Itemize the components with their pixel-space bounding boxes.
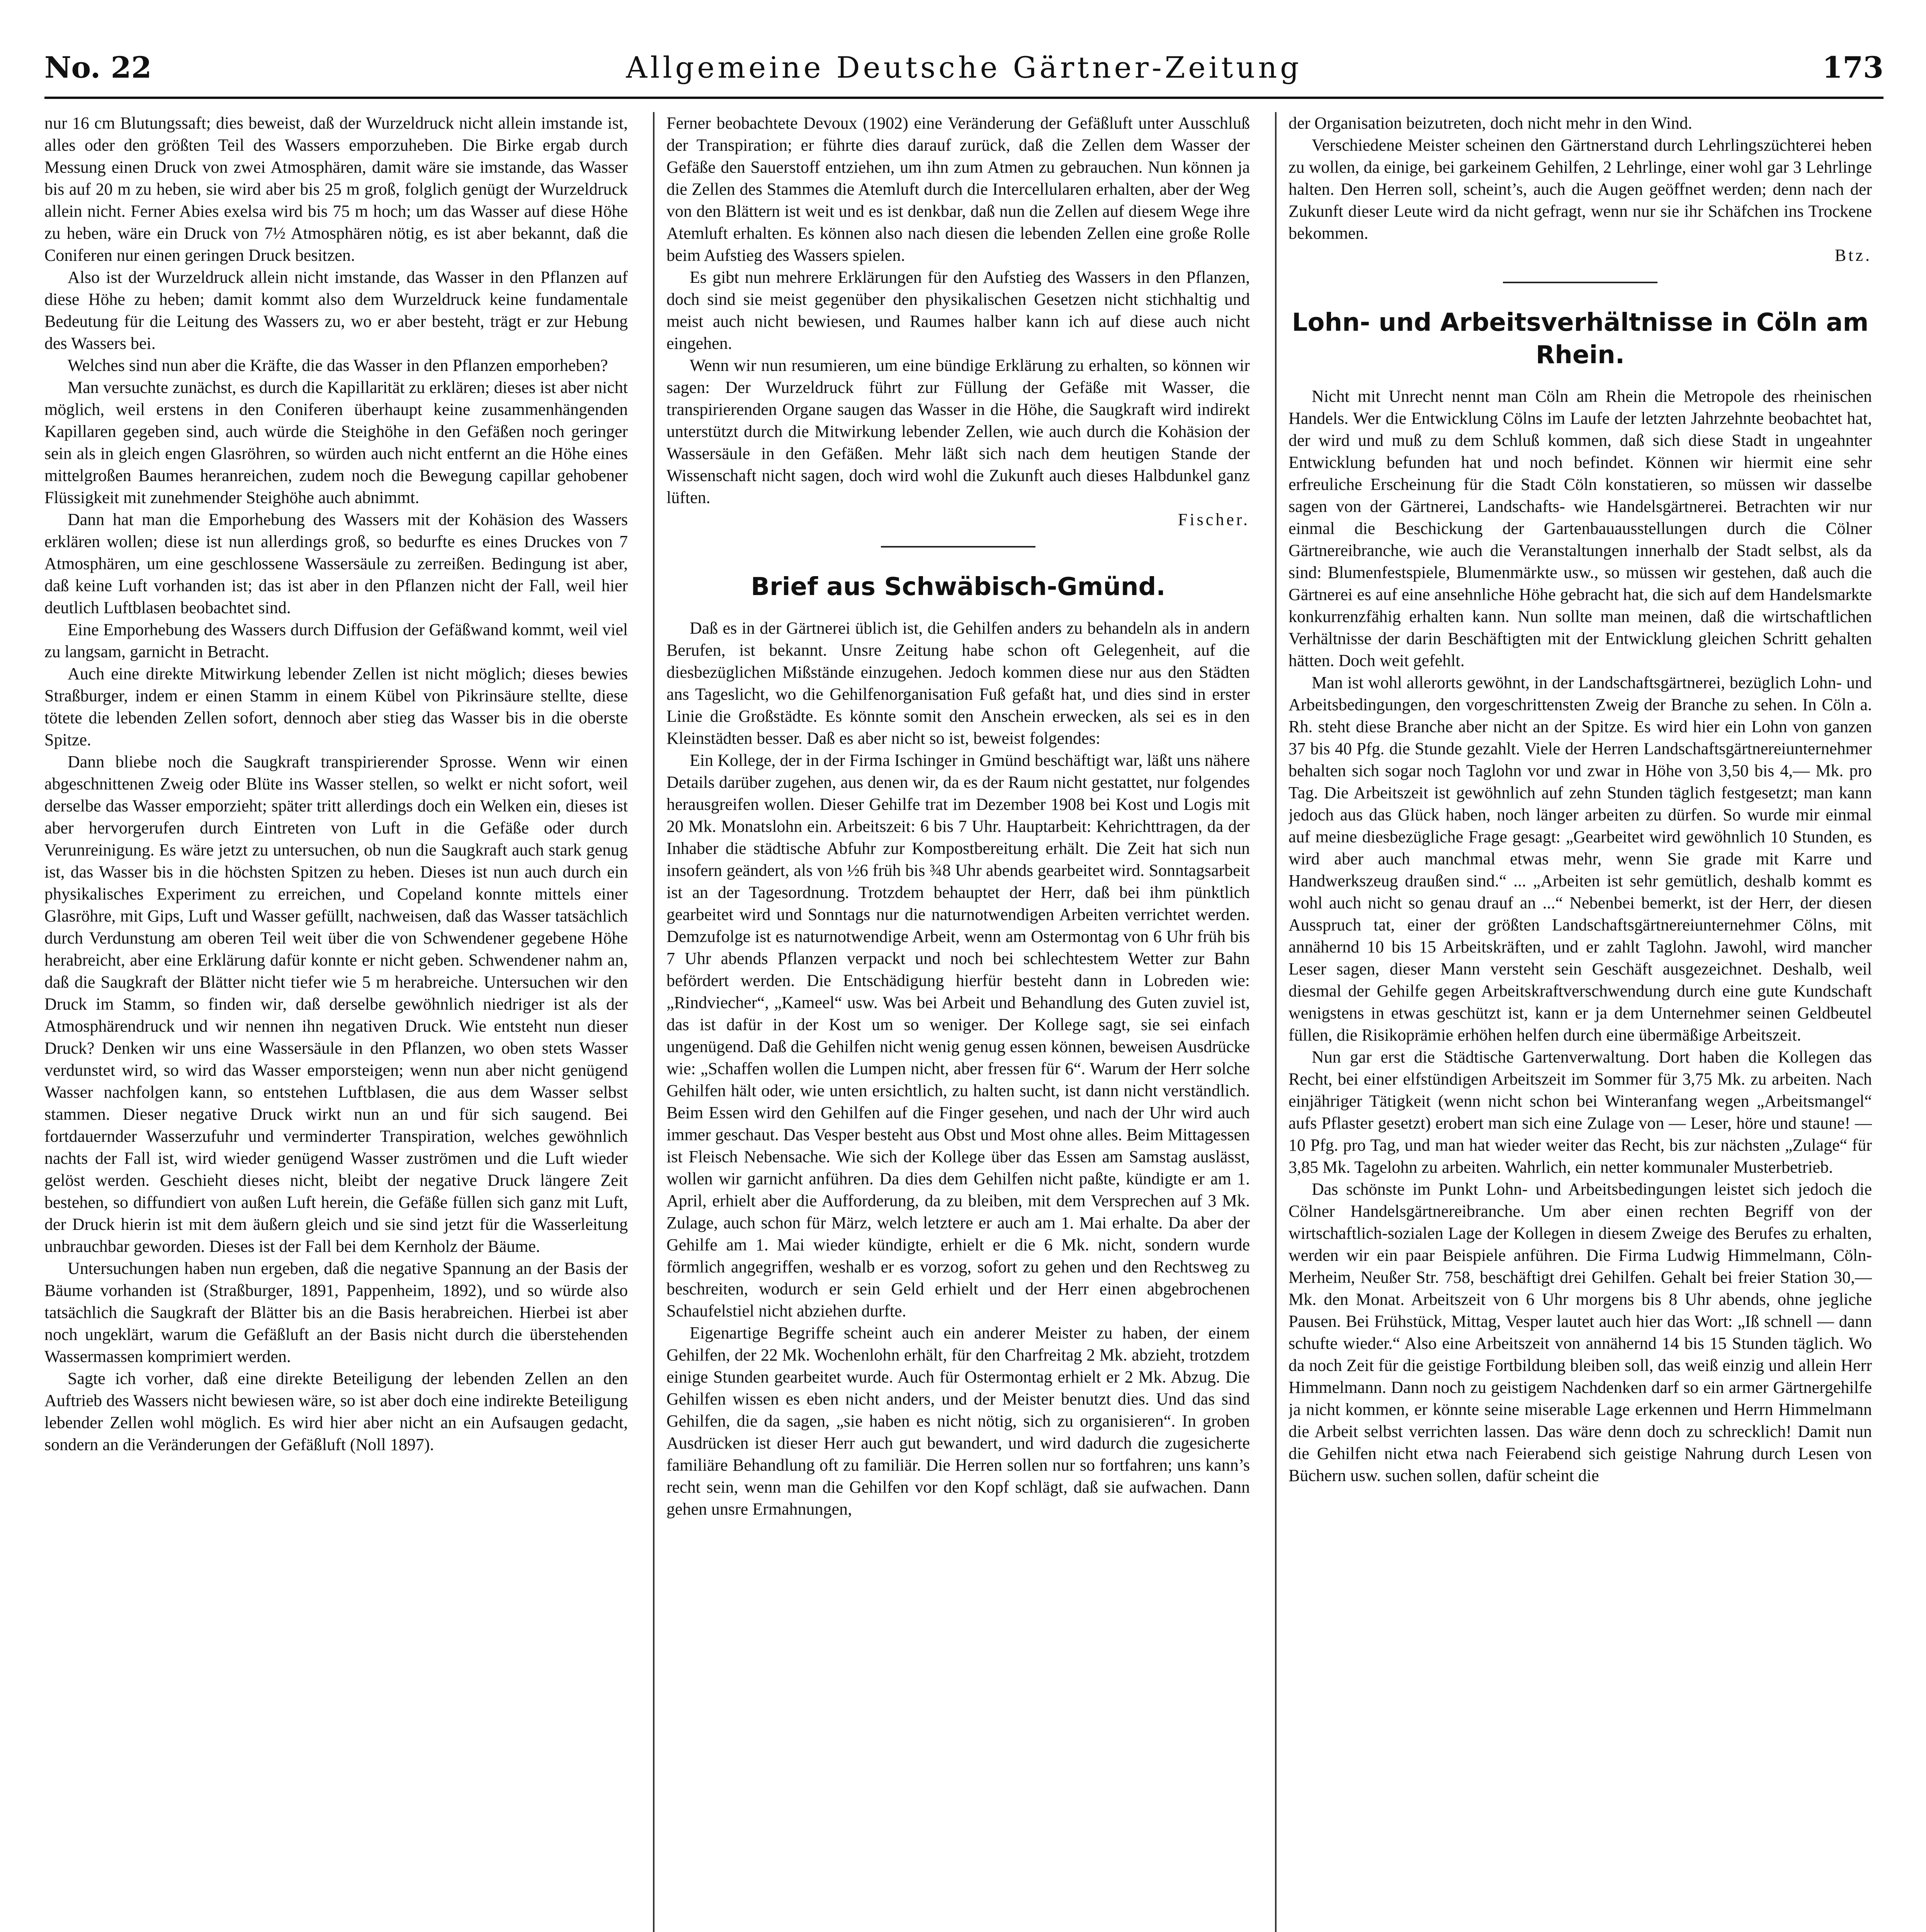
column-3 — [1289, 112, 1872, 1932]
paragraph: Auch eine direkte Mitwirkung lebender Zellen ist nicht möglich; dieses bewies Straßburger, indem er einen Stamm in einem Kübel von Pikrinsäure stellte, diese tötete die lebenden Zellen sofort, dennoch aber stieg das Wasser bis in die oberste Spitze. — [44, 664, 628, 749]
paragraph: Wenn wir nun resumieren, um eine bündige Erklärung zu erhalten, so können wir sagen: Der Wurzeldruck führt zur Füllung der Gefäße mit Wasser, die transpirierenden Organe saugen das Wasser in die Höhe, die Saugkraft wird indirekt unterstützt durch die Mitwirkung lebender Zellen, wie auch durch die Kohäsion der Wassersäule in den Gefäßen. Mehr läßt sich nach dem heutigen Stande der Wissenschaft nicht sagen, doch wird wohl die Zukunft auch dieses Halbdunkel ganz lüften. — [666, 356, 1250, 507]
paragraph: Verschiedene Meister scheinen den Gärtnerstand durch Lehrlingszüchterei heben zu wollen, da einige, bei garkeinem Gehilfen, 2 Lehrlinge, einer wohl gar 3 Lehrlinge halten. Den Herren soll, scheint’s, auch die Augen geöffnet werden; denn nach der Zukunft dieser Leute wird da nicht gefragt, wenn nur sie ihr Schäfchen ins Trockene bekommen. — [1289, 136, 1872, 243]
paragraph: nur 16 cm Blutungssaft; dies beweist, daß der Wurzeldruck nicht allein imstande ist, alles oder den größten Teil des Wassers emporzuheben. Die Birke ergab durch Messung einen Druck von zwei Atmosphären, damit wäre sie imstande, das Wasser bis auf 20 m zu heben, sie wird aber bis 25 m groß, folglich genügt der Wurzeldruck allein nicht. Ferner Abies exelsa wird bis 75 m hoch; um das Wasser auf diese Höhe zu heben, wäre ein Druck von 7½ Atmosphären nötig, es ist aber bekannt, daß die Coniferen nur einen geringen Druck besitzen. — [44, 114, 628, 265]
column-divider — [1275, 112, 1277, 1932]
header-rule — [44, 97, 1884, 99]
author-signature: Fischer. — [1178, 510, 1250, 529]
paragraph: Daß es in der Gärtnerei üblich ist, die Gehilfen anders zu behandeln als in andern Berufen, ist bekannt. Unsre Zeitung habe schon oft Gelegenheit, auf die diesbezüglichen Mißstände einzugehen. Jedoch kommen diese nur aus den Städten ans Tageslicht, wo die Gehilfenorganisation Fuß gefaßt hat, und dies sind in erster Linie die Großstädte. Es könnte somit den Anschein erwecken, als sei es in den Kleinstädten besser. Daß es aber nicht so ist, beweist folgendes: — [666, 619, 1250, 748]
paragraph: Also ist der Wurzeldruck allein nicht imstande, das Wasser in den Pflanzen auf diese Höhe zu heben; damit kommt also dem Wurzeldruck keine fundamentale Bedeutung für die Leitung des Wassers zu, wo er aber besteht, trägt er zur Hebung des Wassers bei. — [44, 268, 628, 353]
paragraph: Man versuchte zunächst, es durch die Kapillarität zu erklären; dieses ist aber nicht möglich, weil erstens in den Coniferen überhaupt keine zusammenhängenden Kapillaren gegeben sind, auch würde die Steighöhe in den Gefäßen noch geringer sein als in gleich engen Glasröhren, so würden auch nicht entfernt an die Höhe eines mittelgroßen Baumes heranreichen, zudem noch die Bewegung capillar gehobener Flüssigkeit mit zunehmender Steighöhe auch abnimmt. — [44, 378, 628, 507]
paragraph: Welches sind nun aber die Kräfte, die das Wasser in den Pflanzen emporheben? — [68, 356, 608, 375]
author-signature: Btz. — [1834, 246, 1872, 265]
paragraph: Eine Emporhebung des Wassers durch Diffusion der Gefäßwand kommt, weil viel zu langsam, garnicht in Betracht. — [44, 620, 628, 661]
article-separator — [1503, 282, 1657, 283]
column-divider — [653, 112, 654, 1932]
paragraph: Dann hat man die Emporhebung des Wassers mit der Kohäsion des Wassers erklären wollen; diese ist nun allerdings groß, so bedurfte es eines Druckes von 7 Atmosphären, um eine geschlossene Wassersäule zu zerreißen. Bedingung ist aber, daß keine Luft vorhanden ist; das ist aber in den Pflanzen nicht der Fall, weil hier deutlich Luftblasen beobachtet sind. — [44, 510, 628, 617]
paragraph: Nun gar erst die Städtische Gartenverwaltung. Dort haben die Kollegen das Recht, bei einer elfstündigen Arbeitszeit im Sommer für 3,75 Mk. zu arbeiten. Nach einjähriger Tätigkeit (wenn nicht schon bei Winteranfang wegen „Arbeitsmangel“ aufs Pflaster gesetzt) erobert man sich eine Zulage von — Leser, höre und staune! — 10 Pfg. pro Tag, und man hat wieder weiter das Recht, bis zur nächsten „Zulage“ für 3,85 Mk. Tagelohn zu arbeiten. Wahrlich, ein netter kommunaler Musterbetrieb. — [1289, 1048, 1872, 1177]
article-heading: Lohn- und Arbeitsverhältnisse in Cöln am Rhein. — [1292, 308, 1869, 369]
paragraph: Man ist wohl allerorts gewöhnt, in der Landschaftsgärtnerei, bezüglich Lohn- und Arbeitsbedingungen, den vorgeschrittensten Zweig der Branche zu sehen. In Cöln a. Rh. steht diese Branche aber nicht an der Spitze. Es wird hier ein Lohn von ganzen 37 bis 40 Pfg. die Stunde gezahlt. Viele der Herren Landschaftsgärtnereiunternehmer behalten sich sogar noch Taglohn vor und zwar in Höhe von 3,50 bis 4,— Mk. pro Tag. Die Arbeitszeit ist gewöhnlich auf zehn Stunden täglich festgesetzt; man kann jedoch aus das Glück haben, noch länger arbeiten zu dürfen. So wurde mir einmal auf meine diesbezügliche Frage gesagt: „Gearbeitet wird gewöhnlich 10 Stunden, es wird aber auch manchmal etwas mehr, wenn Sie grade mit Karre und Handwerkszeug draußen sind.“ ... „Arbeiten ist sehr gemütlich, deshalb kommt es wohl auch nicht so genau drauf an ...“ Nebenbei bemerkt, ist der Herr, der diesen Ausspruch tat, einer der größten Landschaftsgärtnereiunternehmer Cölns, mit annähernd 10 bis 15 Arbeitskräften, und er zahlt Taglohn. Jawohl, wird mancher Leser sagen, dieser Mann versteht sein Geschäft ausgezeichnet. Deshalb, weil diesmal der Gehilfe gegen Arbeitskraftverschwendung durch eine gute Kundschaft wenigstens in etwas geschützt ist, kann er ja dem Unternehmer seinen Geldbeutel füllen, die Risikoprämie erhöhen helfen durch eine übermäßige Arbeitszeit. — [1289, 673, 1872, 1044]
paragraph: Ferner beobachtete Devoux (1902) eine Veränderung der Gefäßluft unter Ausschluß der Transpiration; er führte dies darauf zurück, daß die Zellen dem Wasser der Gefäße den Sauerstoff entziehen, um ihn zum Atmen zu gebrauchen. Nun können ja die Zellen des Stammes die Atemluft durch die Intercellularen erhalten, aber der Weg von den Blättern ist weit und es ist denkbar, daß nun die Zellen auf diesem Wege ihre Atemluft erhalten. Es können also nach diesen die lebenden Zellen eine große Rolle beim Aufstieg des Wassers spielen. — [666, 114, 1250, 265]
paragraph: Untersuchungen haben nun ergeben, daß die negative Spannung an der Basis der Bäume vorhanden ist (Straßburger, 1891, Pappenheim, 1892), und so würde also tatsächlich die Saugkraft der Blätter bis an die Basis herabreichen. Hierbei ist aber noch ungeklärt, warum die Gefäßluft an der Basis nicht durch die überstehenden Wassermassen komprimiert werden. — [44, 1259, 628, 1366]
paragraph: der Organisation beizutreten, doch nicht mehr in den Wind. — [1289, 114, 1692, 133]
paragraph: Eigenartige Begriffe scheint auch ein anderer Meister zu haben, der einem Gehilfen, der 22 Mk. Wochenlohn erhält, für den Charfreitag 2 Mk. abzieht, trotzdem einige Stunden gearbeitet wurde. Auch für Ostermontag erhielt er 2 Mk. Abzug. Die Gehilfen wissen es eben nicht anders, und der Meister benutzt dies. Und das sind Gehilfen, die da sagen, „sie haben es nicht nötig, sich zu organisieren“. In groben Ausdrücken ist dieser Herr auch gut bewandert, und wird dadurch die zugesicherte familiäre Behandlung oft zu familiär. Die Herren sollen nur so fortfahren; uns kann’s recht sein, wenn man die Gehilfen vor den Kopf schlägt, daß sie aufwachen. Dann gehen unsre Ermahnungen, — [666, 1323, 1250, 1519]
issue-number: No. 22 — [44, 50, 152, 85]
newspaper-title: Allgemeine Deutsche Gärtner-Zeitung — [626, 50, 1302, 85]
article-separator — [881, 546, 1035, 548]
page-header — [44, 46, 1884, 93]
paragraph: Dann bliebe noch die Saugkraft transpirierender Sprosse. Wenn wir einen abgeschnittenen Zweig oder Blüte ins Wasser stellen, so welkt er nicht sofort, weil derselbe das Wasser emporzieht; später tritt allerdings doch ein Welken ein, dieses ist aber hervorgerufen durch Eintreten von Luft in die Gefäße oder durch Verunreinigung. Es wäre jetzt zu untersuchen, ob nun die Saugkraft auch stark genug ist, das Wasser bis in die höchsten Spitzen zu heben. Dieses ist nun auch durch ein physikalisches Experiment zu erreichen, und Copeland konnte mittels einer Glasröhre, mit Gips, Luft und Wasser gefüllt, nachweisen, daß das Wasser tatsächlich durch Verdunstung am oberen Teil weit über die von Schwendener gegebene Höhe herabreicht, aber eine Erklärung dafür konnte er nicht geben. Schwendener nahm an, daß die Saugkraft der Blätter nicht tiefer wie 5 m herabreiche. Untersuchen wir den Druck im Stamm, so finden wir, daß derselbe gewöhnlich niedriger ist als der Atmosphärendruck und wir nennen ihn negativen Druck. Wie entsteht nun dieser Druck? Denken wir uns eine Wassersäule in den Pflanzen, wo oben stets Wasser verdunstet wird, so wird das Wasser emporsteigen; wenn nun aber nicht genügend Wasser nachfolgen kann, so entstehen Luftblasen, die aus dem Wasser selbst stammen. Dieser negative Druck wirkt nun an und für sich saugend. Bei fortdauernder Wasserzufuhr und verminderter Transpiration, welches gewöhnlich nachts der Fall ist, wird wieder genügend Wasser zuströmen und die Luft wieder gelöst werden. Geschieht dieses nicht, bleibt der negative Druck längere Zeit bestehen, so diffundiert von außen Luft herein, die Gefäße füllen sich ganz mit Luft, der Druck hierin ist mit dem äußern gleich und sie sind jetzt für die Wasserleitung unbrauchbar geworden. Dieses ist der Fall bei dem Kernholz der Bäume. — [44, 752, 628, 1256]
paragraph: Ein Kollege, der in der Firma Ischinger in Gmünd beschäftigt war, läßt uns nähere Details darüber zugehen, aus denen wir, da es der Raum nicht gestattet, nur folgendes herausgreifen wollen. Dieser Gehilfe trat im Dezember 1908 bei Kost und Logis mit 20 Mk. Monatslohn ein. Arbeitszeit: 6 bis 7 Uhr. Hauptarbeit: Kehrichttragen, da der Inhaber die städtische Abfuhr zur Kompostbereitung erhält. Die Zeit hat sich nun insofern geändert, als von ½6 früh bis ¾8 Uhr abends gearbeitet wird. Sonntagsarbeit ist an der Tagesordnung. Trotzdem behauptet der Herr, daß bei ihm pünktlich gearbeitet wird und Sonntags nur die naturnotwendigen Arbeiten verrichtet werden. Demzufolge ist es naturnotwendige Arbeit, wenn am Ostermontag von 6 Uhr früh bis 7 Uhr abends Pflanzen verpackt und noch bei schlechtestem Wetter zur Bahn befördert werden. Die Entschädigung hierfür besteht dann in Lobreden wie: „Rindviecher“, „Kameel“ usw. Was bei Arbeit und Behandlung des Guten zuviel ist, das ist dafür in der Kost um so weniger. Der Kollege sagt, sie sei einfach ungenügend. Daß die Gehilfen nicht wenig genug essen können, beweisen Ausdrücke wie: „Schaffen wollen die Lumpen nicht, aber fressen für 6“. Warum der Herr solche Gehilfen hält oder, wie unten ersichtlich, zu halten sucht, ist dann nicht verständlich. Beim Essen wird den Gehilfen auf die Finger gesehen, und nach der Uhr wird auch immer geschaut. Das Vesper besteht aus Obst und Most ohne alles. Beim Mittagessen ist Fleisch Nebensache. Wie sich der Kollege über das Essen am Samstag auslässt, wollen wir garnicht anführen. Da dies dem Gehilfen nicht paßte, kündigte er am 1. April, erhielt aber die Aufforderung, da zu bleiben, mit dem Versprechen auf 3 Mk. Zulage, auch schon für März, welch letztere er auch am 1. Mai erhalte. Da aber der Gehilfe am 1. Mai wieder kündigte, erhielt er die 6 Mk. nicht, sondern wurde förmlich angegriffen, weshalb er es vorzog, sofort zu gehen und den Rechtsweg zu beschreiten, wodurch er sein Geld erhielt und der Herr einen abgebrochenen Schaufelstiel nicht abziehen durfte. — [666, 751, 1250, 1320]
article-heading: Brief aus Schwäbisch-Gmünd. — [751, 573, 1166, 601]
column-2 — [666, 112, 1250, 1932]
paragraph: Sagte ich vorher, daß eine direkte Beteiligung der lebenden Zellen an den Auftrieb des Wassers nicht bewiesen wäre, so ist aber doch eine indirekte Beteiligung lebender Zellen wohl möglich. Es wird hier aber nicht an ein Aufsaugen gedacht, sondern an die Veränderungen der Gefäßluft (Noll 1897). — [44, 1369, 628, 1454]
paragraph: Nicht mit Unrecht nennt man Cöln am Rhein die Metropole des rheinischen Handels. Wer die Entwicklung Cölns im Laufe der letzten Jahrzehnte beobachtet hat, der wird und muß zu dem Schluß kommen, daß sich diese Stadt in ungeahnter Entwicklung befunden hat und noch befindet. Können wir hiermit eine sehr erfreuliche Erscheinung für die Stadt Cöln konstatieren, so müssen wir dasselbe sagen von der Gärtnerei, Landschafts- wie Handelsgärtnerei. Betrachten wir nur einmal die Beschickung der Gartenbauausstellungen durch die Cölner Gärtnereibranche, wie auch die Veranstaltungen innerhalb der Stadt selbst, als da sind: Blumenfestspiele, Blumenmärkte usw., so müssen wir gestehen, daß auch die Gärtnerei es auf eine ansehnliche Höhe gebracht hat, die sich auf dem Handelsmarkte konkurrenzfähig erhalten kann. Nun sollte man meinen, daß die wirtschaftlichen Verhältnisse der darin Beschäftigten mit der Entwicklung gleichen Schritt gehalten hätten. Doch weit gefehlt. — [1289, 387, 1872, 670]
column-1 — [44, 112, 628, 1932]
paragraph: Es gibt nun mehrere Erklärungen für den Aufstieg des Wassers in den Pflanzen, doch sind sie meist gegenüber den physikalischen Gesetzen nicht stichhaltig und meist auch nicht bewiesen, und Raumes halber kann ich auf diese auch nicht eingehen. — [666, 268, 1250, 353]
page-number: 173 — [1822, 50, 1884, 85]
paragraph: Das schönste im Punkt Lohn- und Arbeitsbedingungen leistet sich jedoch die Cölner Handelsgärtnereibranche. Um aber einen rechten Begriff von der wirtschaftlich-sozialen Lage der Kollegen in diesem Zweige des Berufes zu erhalten, werden wir ein paar Beispiele anführen. Die Firma Ludwig Himmelmann, Cöln-Merheim, Neußer Str. 758, beschäftigt drei Gehilfen. Gehalt bei freier Station 30,— Mk. den Monat. Arbeitszeit von 6 Uhr morgens bis 8 Uhr abends, ohne jegliche Pausen. Bei Frühstück, Mittag, Vesper lautet auch hier das Wort: „Iß schnell — dann schufte wieder.“ Also eine Arbeitszeit von annähernd 14 bis 15 Stunden täglich. Wo da noch Zeit für die geistige Fortbildung bleiben soll, das weiß einzig und allein Herr Himmelmann. Dann noch zu geistigem Nachdenken darf so ein armer Gärtnergehilfe ja nicht kommen, er könnte seine miserable Lage erkennen und Herrn Himmelmann die Arbeit selbst verrichten lassen. Das wäre denn doch zu schrecklich! Damit nun die Gehilfen nicht etwa nach Feierabend sich geistige Nahrung durch Lesen von Büchern usw. suchen sollen, dafür scheint die — [1289, 1180, 1872, 1485]
